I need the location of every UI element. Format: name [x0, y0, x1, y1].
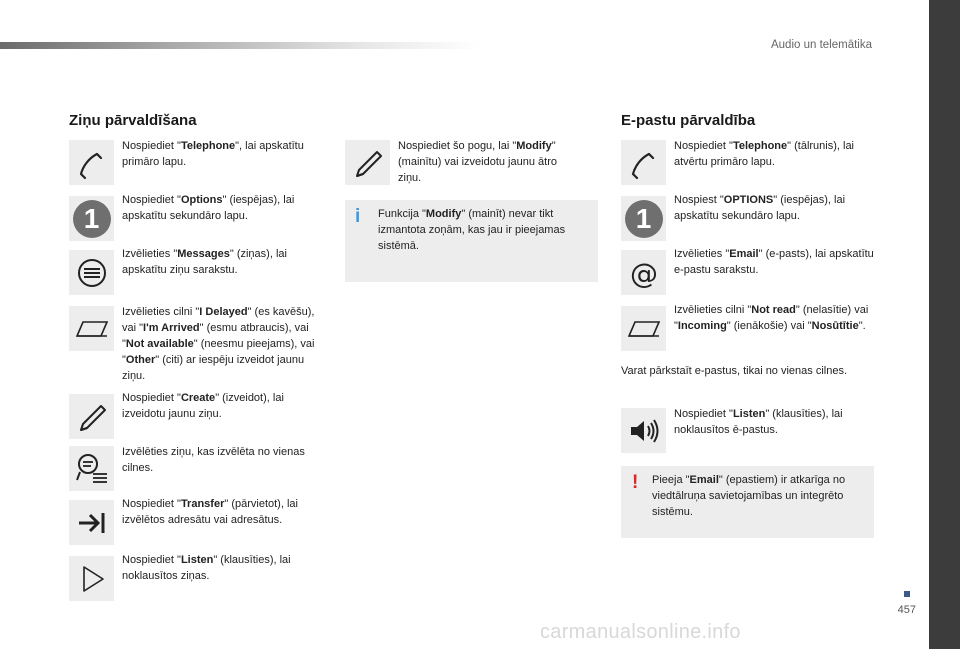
warning-note-box: [621, 466, 874, 538]
page-number: 457: [897, 604, 916, 616]
phone-icon: [69, 140, 114, 185]
info-note-box: [345, 200, 598, 282]
left-item-transfer: Nospiediet "Transfer" (pārvietot), lai izvēlētos adresātu vai adresātus.: [122, 498, 298, 526]
left-item-create: Nospiediet "Create" (izveidot), lai izveidotu jaunu ziņu.: [122, 392, 284, 420]
left-item-tabs: Izvēlieties cilni "I Delayed" (es kavēšu), vai "I'm Arrived" (esmu atbraucis), vai "Not available" (neesmu pieejams), vai "Other" (citi) ar iespēju izveidot jaunu ziņu.: [122, 306, 315, 382]
warning-mark-icon: !: [632, 472, 639, 493]
section-header: Audio un telemātika: [770, 39, 872, 51]
right-section-title: E-pastu pārvaldība: [621, 112, 756, 129]
messages-icon: [69, 250, 114, 295]
right-plain-text: Varat pārkstaīt e-pastus, tikai no vienas cilnes.: [621, 365, 848, 377]
right-item-email: Izvēlieties "Email" (e-pasts), lai apskatītu e-pastu sarakstu.: [674, 248, 874, 276]
left-section-title: Ziņu pārvaldīšana: [69, 112, 197, 129]
play-icon: [69, 556, 114, 601]
number-1-badge: [621, 196, 666, 241]
right-item-tabs: Izvēlieties cilni "Not read" (nelasītie) vai "Incoming" (ienākošie) vai "Nosūtītie".: [674, 304, 869, 332]
middle-modify-text: Nospiediet šo pogu, lai "Modify" (mainītu) vai izveidotu jaunu ātro ziņu.: [398, 140, 557, 184]
watermark: carmanualsonline.info: [540, 621, 741, 643]
right-item-telephone: Nospiediet "Telephone" (tālrunis), lai atvērtu primāro lapu.: [674, 140, 855, 168]
speaker-icon: [621, 408, 666, 453]
pencil-icon: [69, 394, 114, 439]
pencil-icon: [345, 140, 390, 185]
side-bar: [929, 0, 960, 649]
email-at-icon: [621, 250, 666, 295]
select-message-icon: [69, 446, 114, 491]
left-item-options: Nospiediet "Options" (iespējas), lai apskatītu sekundāro lapu.: [122, 194, 295, 222]
info-mark-icon: i: [355, 206, 361, 227]
page-marker: [904, 591, 910, 597]
badge-number: 1: [625, 200, 663, 238]
filter-tab-icon: [621, 306, 666, 351]
info-note-text: Funkcija "Modify" (mainīt) nevar tikt izmantota zoņām, kas jau ir pieejamas sistēmā.: [378, 208, 566, 252]
warning-note-text: Pieeja "Email" (epastiem) ir atkarīga no viedtālruņa savietojamības un integrēto sistēmu.: [652, 474, 846, 518]
filter-tab-icon: [69, 306, 114, 351]
left-item-messages: Izvēlieties "Messages" (ziņas), lai apskatītu ziņu sarakstu.: [122, 248, 287, 276]
left-item-listen: Nospiediet "Listen" (klausīties), lai noklausītos ziņas.: [122, 554, 291, 582]
left-item-telephone: Nospiediet "Telephone", lai apskatītu primāro lapu.: [122, 140, 304, 168]
number-1-badge: [69, 196, 114, 241]
right-item-listen: Nospiediet "Listen" (klausīties), lai noklausītos ē-pastus.: [674, 408, 843, 436]
svg-text:@: @: [629, 256, 658, 290]
top-gradient-bar: [0, 42, 480, 49]
badge-number: 1: [73, 200, 111, 238]
right-item-options: Nospiest "OPTIONS" (iespējas), lai apskatītu sekundāro lapu.: [674, 194, 846, 222]
phone-icon: [621, 140, 666, 185]
left-item-select: Izvēlēties ziņu, kas izvēlēta no vienas cilnes.: [122, 446, 305, 474]
transfer-icon: [69, 500, 114, 545]
